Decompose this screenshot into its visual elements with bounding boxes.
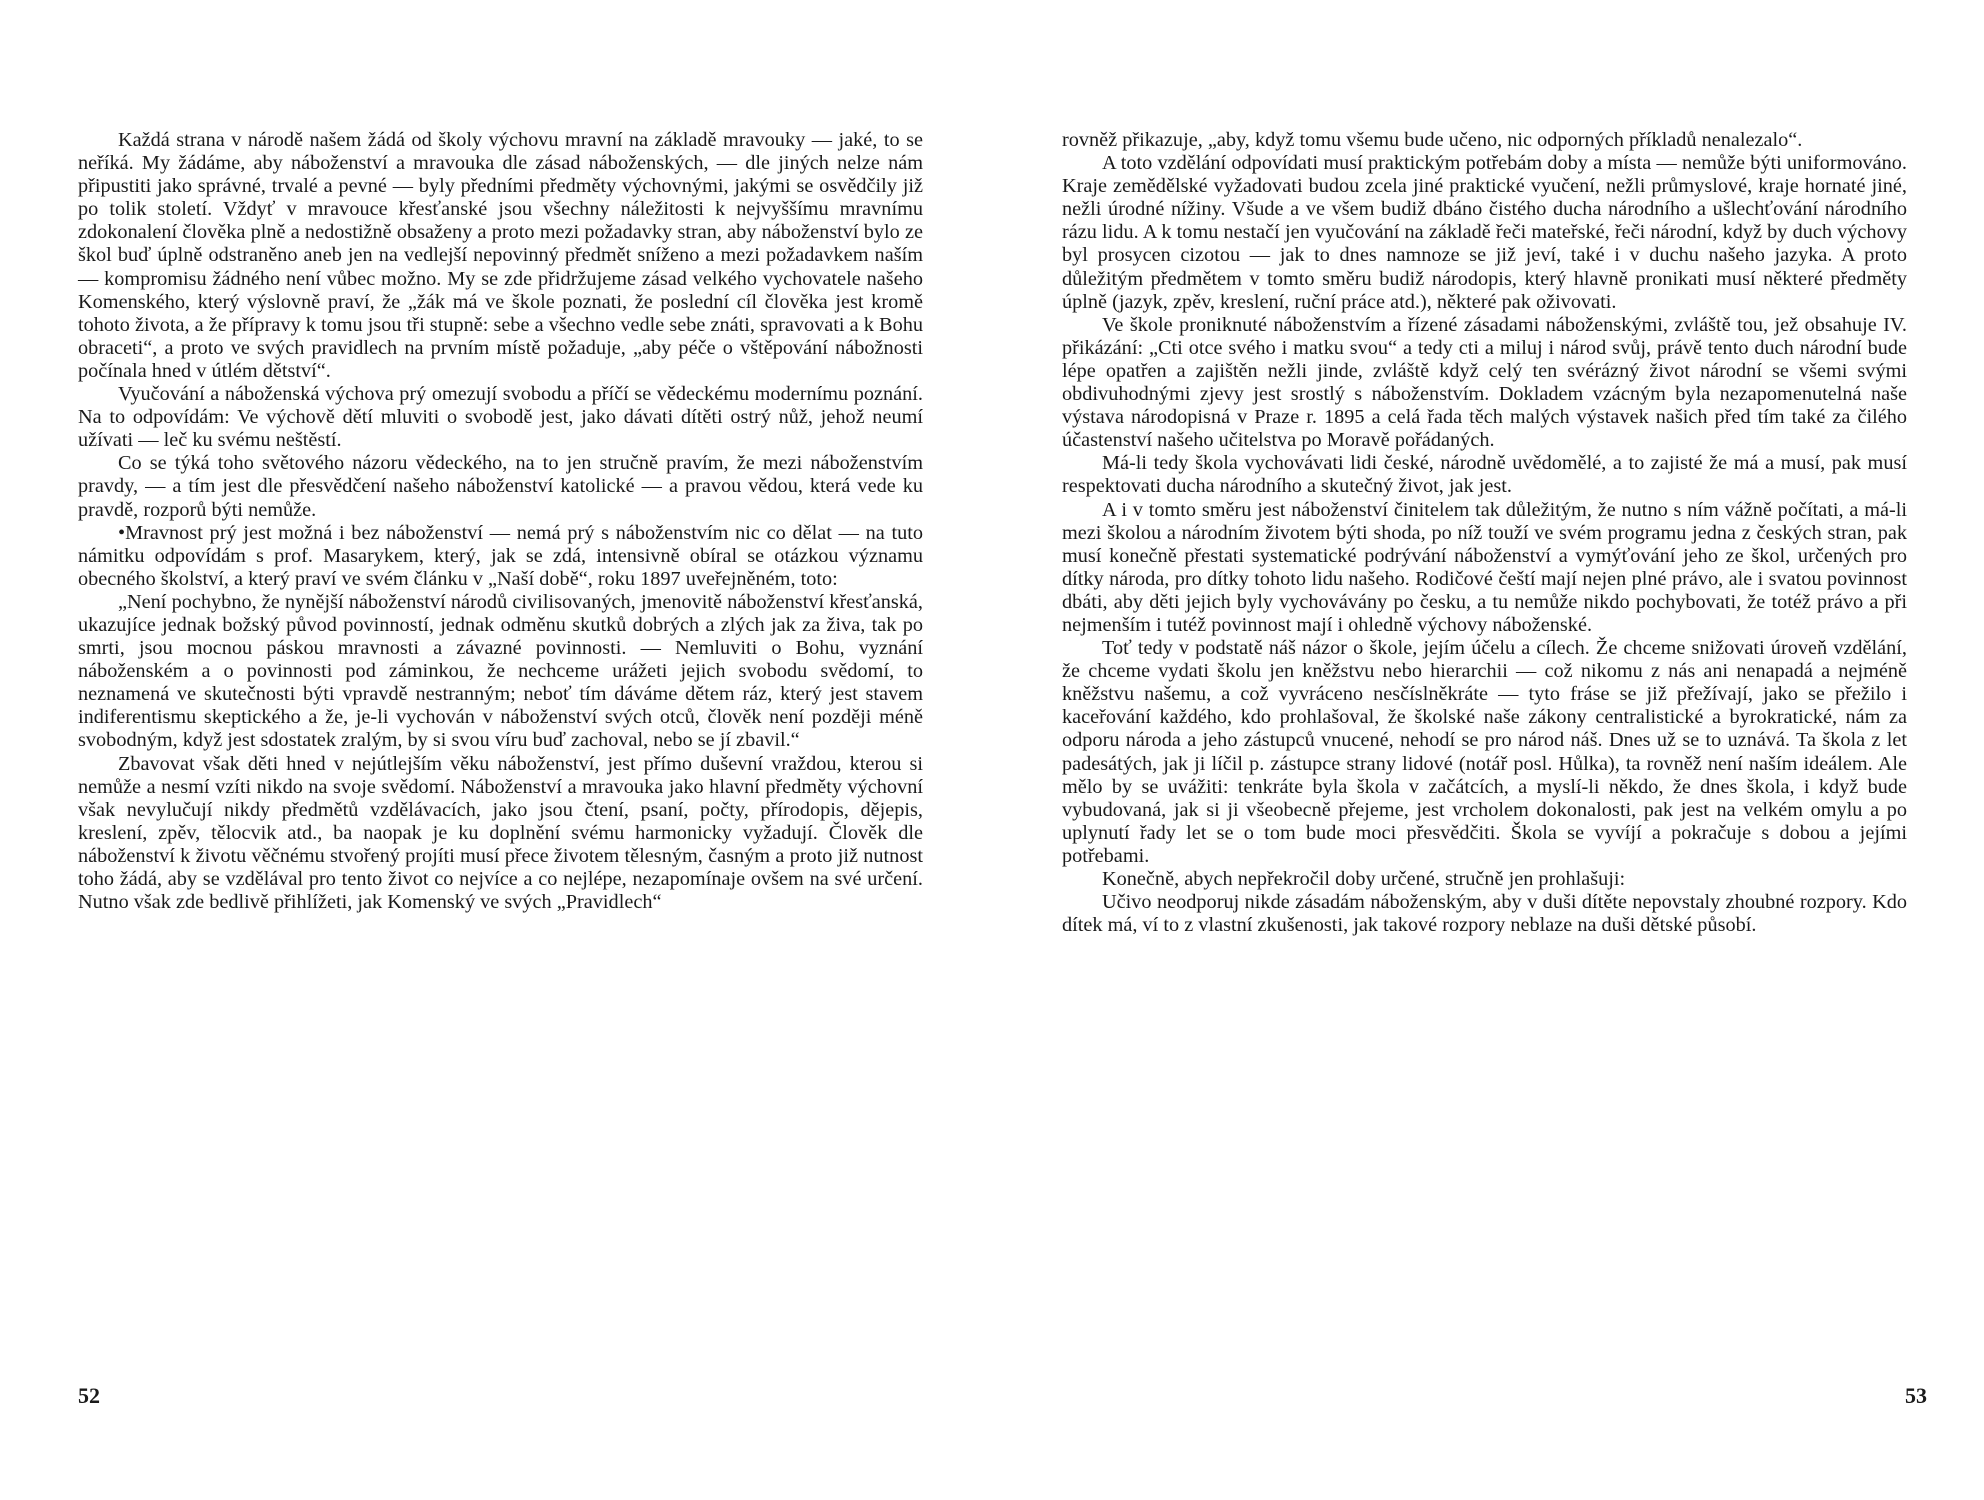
paragraph: •Mravnost prý jest možná i bez náboženství — nemá prý s náboženstvím nic co dělat — na tuto námitku odpovídám s prof. Masarykem, který, jak se zdá, intensivně obíral se otázkou významu obecného školství, a který praví ve svém článku v „Naší době“, roku 1897 uveřejněném, toto: (78, 521, 923, 590)
paragraph: Zbavovat však děti hned v nejútlejším věku náboženství, jest přímo duševní vraždou, kterou si nemůže a nesmí vzíti nikdo na svoje svědomí. Náboženství a mravouka jako hlavní předměty výchovní však nevylučují nikdy předmětů vzdělávacích, jako jsou čtení, psaní, počty, přírodopis, dějepis, kreslení, zpěv, tělocvik atd., ba naopak je ku doplnění svému harmonicky vyžadují. Člověk dle náboženství k životu věčnému stvořený projíti musí přece životem tělesným, časným a proto již nutnost toho žádá, aby se vzdělával pro tento život co nejvíce a co nejlépe, nezapomínaje ovšem na své určení. Nutno však zde bedlivě přihlížeti, jak Komenský ve svých „Pravidlech“ (78, 752, 923, 914)
paragraph: Učivo neodporuj nikde zásadám náboženským, aby v duši dítěte nepovstaly zhoubné rozpory. Kdo dítek má, ví to z vlastní zkušenosti, jak takové rozpory neblaze na duši dětské působí. (1062, 891, 1907, 937)
quotation-paragraph: „Není pochybno, že nynější náboženství národů civilisovaných, jmenovitě náboženství křesťanská, ukazujíce jednak božský původ povinností, jednak odměnu skutků dobrých a zlých jak za živa, tak po smrti, jsou mocnou páskou mravnosti a závazné povinnosti. — Nemluviti o Bohu, vyznání náboženském a o povinnosti pod záminkou, že nechceme urážeti jejich svobodu svědomí, to neznamená ve skutečnosti býti vpravdě nestranným; neboť tím dáváme dětem ráz, který jest stavem indiferentismu skeptického a že, je-li vychován v náboženství svých otců, člověk není později méně svobodným, když jest sdostatek zralým, by si svou víru buď zachoval, nebo se jí zbavil.“ (78, 590, 923, 752)
paragraph: Má-li tedy škola vychovávati lidi české, národně uvědomělé, a to zajisté že má a musí, pak musí respektovati ducha národního a skutečný život, jak jest. (1062, 452, 1907, 498)
left-text-column (78, 129, 923, 914)
paragraph: Konečně, abych nepřekročil doby určené, stručně jen prohlašuji: (1102, 868, 1626, 890)
continued-paragraph: rovněž přikazuje, „aby, když tomu všemu bude učeno, nic odporných příkladů nenalezalo“. (1062, 129, 1803, 151)
paragraph: Vyučování a náboženská výchova prý omezují svobodu a příčí se vědeckému modernímu poznání. Na to odpovídám: Ve výchově dětí mluviti o svobodě jest, jako dávati dítěti ostrý nůž, jehož neumí užívati — leč ku svému neštěstí. (78, 383, 923, 452)
right-page (992, 0, 1984, 1500)
paragraph: A toto vzdělání odpovídati musí praktickým potřebám doby a místa — nemůže býti uniformováno. Kraje zemědělské vyžadovati budou zcela jiné praktické vyučení, nežli průmyslové, kraje hornaté jiné, nežli úrodné nížiny. Všude a ve všem budiž dbáno čistého ducha národního a ušlechťování národního rázu lidu. A k tomu nestačí jen vyučování na základě řeči mateřské, řeči národní, když by duch výchovy byl prosycen cizotou — jak to dnes namnoze se již jeví, také i v duchu našeho jazyka. A proto důležitým předmětem v tomto směru budiž národopis, který hlavně pronikati musí některé předměty úplně (jazyk, zpěv, kreslení, ruční práce atd.), některé pak oživovati. (1062, 152, 1907, 313)
paragraph: Ve škole proniknuté náboženstvím a řízené zásadami náboženskými, zvláště tou, jež obsahuje IV. přikázání: „Cti otce svého i matku svou“ a tedy cti a miluj i národ svůj, právě tento duch národní bude lépe opatřen a zajištěn nežli jinde, zvláště když celý ten svérázný život národní se všemi svými obdivuhodnými zjevy jest srostlý s náboženstvím. Dokladem vzácným byla nezapomenutelná naše výstava národopisná v Praze r. 1895 a celá řada těch malých výstavek našich před tím také za čilého účastenství našeho učitelstva po Moravě pořádaných. (1062, 313, 1907, 452)
right-text-column (1062, 129, 1907, 937)
paragraph: A i v tomto směru jest náboženství činitelem tak důležitým, že nutno s ním vážně počítati, a má-li mezi školou a národním životem býti shoda, po níž touží ve svém programu jedna z českých stran, pak musí konečně přestati systematické podrývání náboženství a vymýťování jeho ze škol, určených pro dítky národa, pro dítky tohoto lidu našeho. Rodičové čeští mají nejen plné právo, ale i svatou povinnost dbáti, aby děti jejich byly vychovávány po česku, a tu nemůže nikdo pochybovati, že totéž právo a při nejmenším i tutéž povinnost mají i ohledně výchovy náboženské. (1062, 498, 1907, 636)
page-number: 52 (78, 1383, 100, 1408)
page-number: 53 (1905, 1383, 1927, 1408)
paragraph: Toť tedy v podstatě náš názor o škole, jejím účelu a cílech. Že chceme snižovati úroveň vzdělání, že chceme vydati školu jen kněžstvu nebo hierarchii — což nikomu z nás ani nenapadá a nejméně kněžstvu našemu, a což vyvráceno nesčíslněkráte — tyto fráse se již přežívají, jako se přežilo i kaceřování každého, kdo prohlašoval, že školské naše zákony centralistické a byrokratické, nám za odporu národa a jeho zástupců vnucené, nehodí se pro národ náš. Dnes už se to uznává. Ta škola z let padesátých, jak ji líčil p. zástupce strany lidové (notář posl. Hůlka), ta rovněž není naším ideálem. Ale mělo by se uvážiti: tenkráte byla škola v začátcích, a myslí-li někdo, že dnes škola, i když bude vybudovaná, jak si ji všeobecně přejeme, jest vrcholem dokonalosti, pak jest na velkém omylu a po uplynutí řady let se o tom bude moci přesvědčiti. Škola se vyvíjí a pokračuje s dobou a jejími potřebami. (1062, 637, 1907, 867)
paragraph: Každá strana v národě našem žádá od školy výchovu mravní na základě mravouky — jaké, to se neříká. My žádáme, aby náboženství a mravouka dle zásad náboženských, — dle jiných nelze nám připustiti jako správné, trvalé a pevné — byly předními předměty výchovnými, jakými se osvědčily již po tolik století. Vždyť v mravouce křesťanské jsou všechny náležitosti k nejvyššímu mravnímu zdokonalení člověka plně a nedostižně obsaženy a proto mezi požadavky stran, aby náboženství bylo ze škol buď úplně odstraněno aneb jen na vedlejší nepovinný předmět sníženo a mezi požadavkem naším — kompromisu žádného není vůbec možno. My se zde přidržujeme zásad velkého vychovatele našeho Komenského, který výslovně praví, že „žák má ve škole poznati, že poslední cíl člověka jest kromě tohoto života, a že přípravy k tomu jsou tři stupně: sebe a všechno vedle sebe znáti, spravovati a k Bohu obraceti“, a proto ve svých pravidlech na prvním místě požaduje, „aby péče o vštěpování nábožnosti počínala hned v útlém dětství“. (78, 129, 923, 382)
paragraph: Co se týká toho světového názoru vědeckého, na to jen stručně pravím, že mezi náboženstvím pravdy, — a tím jest dle přesvědčení našeho náboženství katolické — a pravou vědou, která vede ku pravdě, rozporů býti nemůže. (78, 452, 923, 521)
